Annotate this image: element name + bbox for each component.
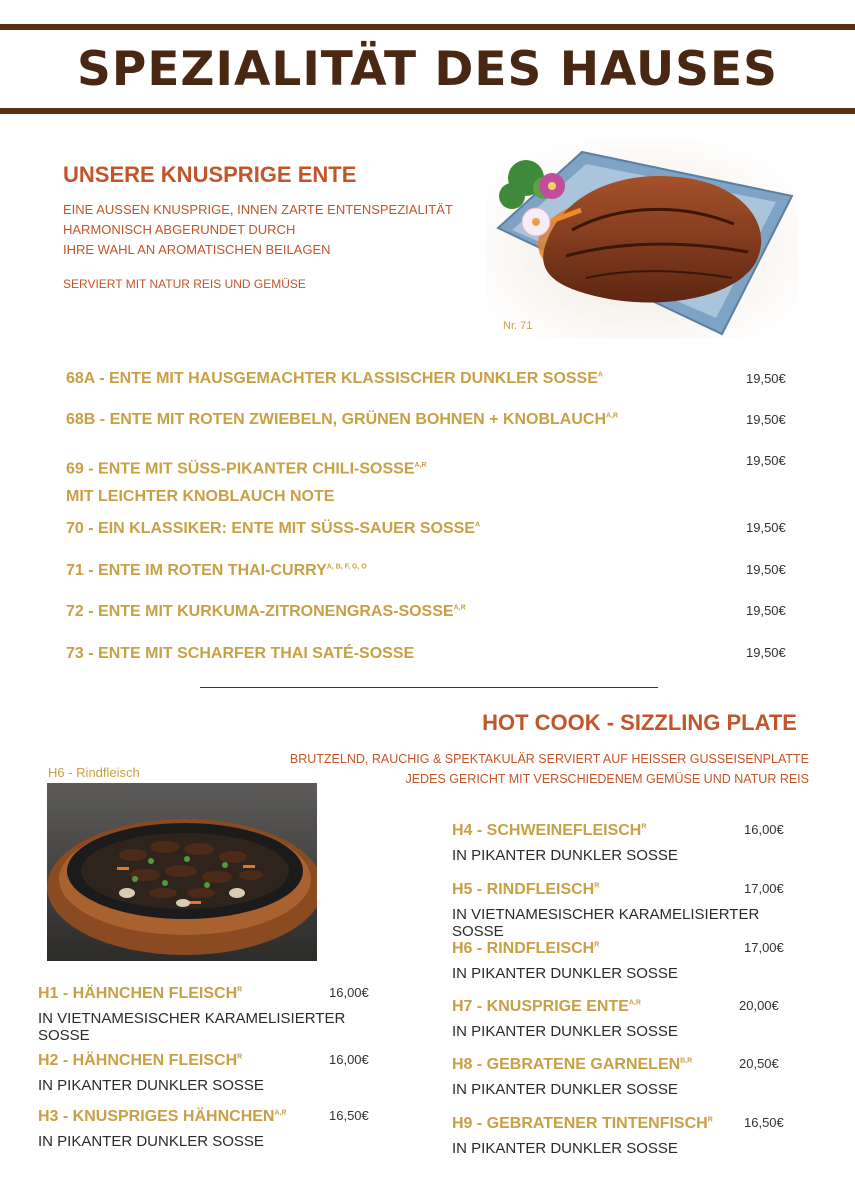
menu-item-price: 16,00€ <box>329 1052 369 1067</box>
page-title: SPEZIALITÄT DES HAUSES <box>77 42 778 97</box>
section-divider <box>200 687 658 688</box>
menu-item-name: H5 - RINDFLEISCH <box>452 881 595 898</box>
menu-item-price: 19,50€ <box>746 453 786 468</box>
duck-dish-image <box>486 138 798 338</box>
allergen-codes: R <box>237 1053 243 1061</box>
menu-item-name: H9 - GEBRATENER TINTENFISCH <box>452 1115 708 1132</box>
menu-item-sauce: IN PIKANTER DUNKLER SOSSE <box>452 1081 678 1098</box>
duck-image-caption: Nr. 71 <box>503 320 533 332</box>
header-rule-bottom <box>0 108 855 114</box>
menu-item-sauce: IN PIKANTER DUNKLER SOSSE <box>38 1133 264 1150</box>
header-rule-top <box>0 24 855 30</box>
hotcook-item-h5 <box>452 881 792 940</box>
allergen-codes: R <box>594 882 600 890</box>
allergen-codes: A,R <box>414 462 427 469</box>
menu-item-price: 17,00€ <box>744 881 784 896</box>
menu-item-price: 19,50€ <box>746 562 786 577</box>
menu-item-name: 68A - ENTE MIT HAUSGEMACHTER KLASSISCHER DUNKLER SOSSE <box>66 370 598 387</box>
duck-description-line: IHRE WAHL AN AROMATISCHEN BEILAGEN <box>63 242 331 257</box>
menu-item-sauce: IN PIKANTER DUNKLER SOSSE <box>38 1077 264 1094</box>
hotcook-item-h8 <box>452 1056 792 1098</box>
allergen-codes: A, B, F, G, O <box>326 563 367 571</box>
menu-item-price: 16,50€ <box>744 1115 784 1130</box>
menu-item-68b <box>66 411 618 429</box>
hotcook-item-h7 <box>452 998 792 1040</box>
menu-item-73 <box>66 645 414 663</box>
duck-description-line: EINE AUSSEN KNUSPRIGE, INNEN ZARTE ENTENSPEZIALITÄT <box>63 202 453 217</box>
menu-item-name: 72 - ENTE MIT KURKUMA-ZITRONENGRAS-SOSSE <box>66 603 454 620</box>
menu-item-name: 69 - ENTE MIT SÜSS-PIKANTER CHILI-SOSSE <box>66 460 415 478</box>
allergen-codes: A,R <box>274 1109 287 1117</box>
menu-item-name: H3 - KNUSPRIGES HÄHNCHEN <box>38 1108 275 1125</box>
allergen-codes: R <box>707 1116 713 1124</box>
menu-item-name: 71 - ENTE IM ROTEN THAI-CURRY <box>66 562 327 579</box>
hotcook-item-h1 <box>38 985 378 1044</box>
menu-item-name: 73 - ENTE MIT SCHARFER THAI SATÉ-SOSSE <box>66 645 415 662</box>
menu-item-price: 19,50€ <box>746 371 786 386</box>
menu-item-71 <box>66 562 367 580</box>
menu-item-name-line2: MIT LEICHTER KNOBLAUCH NOTE <box>66 488 335 506</box>
menu-item-68a <box>66 370 603 388</box>
menu-item-name: H6 - RINDFLEISCH <box>452 940 595 957</box>
allergen-codes: R <box>594 941 600 949</box>
allergen-codes: R <box>641 823 647 831</box>
hotcook-item-h4 <box>452 822 792 864</box>
menu-item-name: H4 - SCHWEINEFLEISCH <box>452 822 642 839</box>
menu-item-price: 19,50€ <box>746 645 786 660</box>
menu-item-price: 16,00€ <box>329 985 369 1000</box>
menu-item-72 <box>66 603 466 621</box>
menu-item-price: 19,50€ <box>746 412 786 427</box>
menu-item-69 <box>66 452 427 511</box>
menu-item-sauce: IN PIKANTER DUNKLER SOSSE <box>452 847 678 864</box>
duck-section-title: UNSERE KNUSPRIGE ENTE <box>63 162 357 187</box>
hotcook-section-title: HOT COOK - SIZZLING PLATE <box>482 710 797 735</box>
hotcook-subtitle-line: BRUTZELND, RAUCHIG & SPEKTAKULÄR SERVIERT AUF HEISSER GUSSEISENPLATTE <box>289 752 809 766</box>
allergen-codes: R <box>237 986 243 994</box>
duck-description-line: HARMONISCH ABGERUNDET DURCH <box>63 222 296 237</box>
allergen-codes: A,R <box>453 604 466 612</box>
menu-item-name: H8 - GEBRATENE GARNELEN <box>452 1056 681 1073</box>
menu-item-sauce: IN VIETNAMESISCHER KARAMELISIERTER SOSSE <box>38 1010 346 1044</box>
menu-item-price: 20,50€ <box>739 1056 779 1071</box>
hotcook-subtitle-line: JEDES GERICHT MIT VERSCHIEDENEM GEMÜSE UND NATUR REIS <box>405 772 809 786</box>
allergen-codes: A,R <box>628 999 641 1007</box>
allergen-codes: A <box>474 521 481 529</box>
menu-item-price: 19,50€ <box>746 520 786 535</box>
menu-item-name: H7 - KNUSPRIGE ENTE <box>452 998 629 1015</box>
hotcook-image-caption: H6 - Rindfleisch <box>48 765 140 780</box>
allergen-codes: B,R <box>680 1057 693 1065</box>
menu-item-name: 70 - EIN KLASSIKER: ENTE MIT SÜSS-SAUER SOSSE <box>66 520 475 537</box>
menu-item-name: H1 - HÄHNCHEN FLEISCH <box>38 985 238 1002</box>
menu-item-sauce: IN PIKANTER DUNKLER SOSSE <box>452 1140 678 1157</box>
menu-item-price: 20,00€ <box>739 998 779 1013</box>
menu-item-name: H2 - HÄHNCHEN FLEISCH <box>38 1052 238 1069</box>
menu-item-price: 16,50€ <box>329 1108 369 1123</box>
menu-item-sauce: IN PIKANTER DUNKLER SOSSE <box>452 965 678 982</box>
menu-item-sauce: IN PIKANTER DUNKLER SOSSE <box>452 1023 678 1040</box>
hotcook-item-h6 <box>452 940 792 982</box>
hotcook-item-h3 <box>38 1108 378 1150</box>
sizzling-plate-image <box>47 783 317 961</box>
hotcook-item-h9 <box>452 1115 792 1157</box>
menu-item-price: 17,00€ <box>744 940 784 955</box>
allergen-codes: A <box>597 371 603 379</box>
menu-item-name: 68B - ENTE MIT ROTEN ZWIEBELN, GRÜNEN BOHNEN + KNOBLAUCH <box>66 411 607 428</box>
menu-item-sauce: IN VIETNAMESISCHER KARAMELISIERTER SOSSE <box>452 906 760 940</box>
menu-item-price: 16,00€ <box>744 822 784 837</box>
allergen-codes: A,R <box>606 412 619 420</box>
duck-description <box>63 200 453 260</box>
menu-item-70 <box>66 520 480 538</box>
hotcook-subtitle <box>290 749 809 789</box>
duck-served-with: SERVIERT MIT NATUR REIS UND GEMÜSE <box>63 277 306 291</box>
menu-item-price: 19,50€ <box>746 603 786 618</box>
hotcook-item-h2 <box>38 1052 378 1094</box>
